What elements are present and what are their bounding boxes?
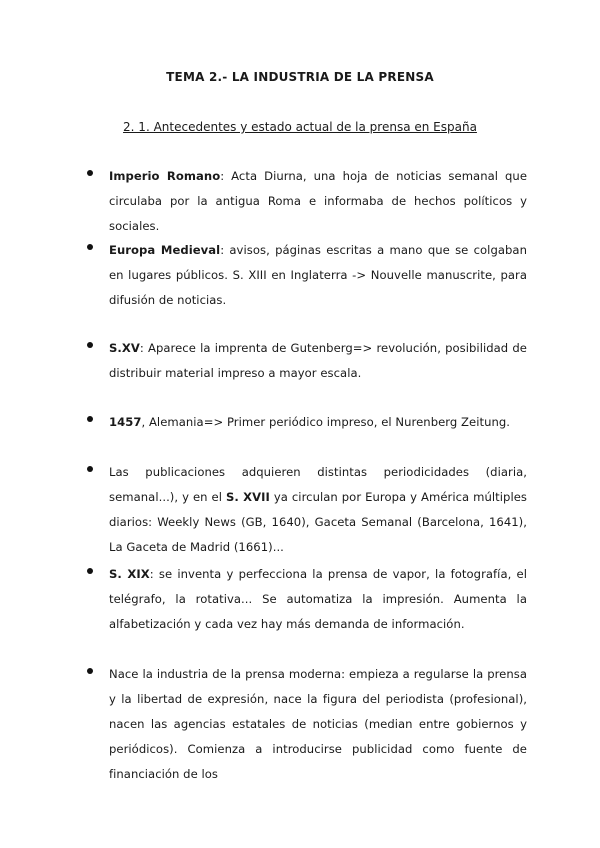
item-heading: S. XIX — [109, 567, 150, 581]
list-item — [87, 336, 527, 386]
list-item — [87, 460, 527, 560]
list-item — [87, 410, 527, 435]
list-item — [87, 662, 527, 787]
page-title: TEMA 2.- LA INDUSTRIA DE LA PRENSA — [166, 70, 434, 84]
item-text: : avisos, páginas escritas a mano que se colgaban en lugares públicos. S. XIII en Inglaterra -> Nouvelle manuscrite, para difusión de noticias. — [109, 243, 527, 307]
item-text: : Aparece la imprenta de Gutenberg=> revolución, posibilidad de distribuir material impreso a mayor escala. — [109, 341, 527, 380]
bullet-icon — [87, 170, 93, 176]
item-text: , Alemania=> Primer periódico impreso, el Nurenberg Zeitung. — [141, 415, 511, 429]
item-text: Nace la industria de la prensa moderna: empieza a regularse la prensa y la libertad de expresión, nace la figura del periodista (profesional), nacen las agencias estatales de noticias (median entre gobiernos y periódicos). Comienza a introducirse publicidad como fuente de financiación de los — [109, 667, 527, 781]
section-subtitle: 2. 1. Antecedentes y estado actual de la prensa en España — [123, 120, 477, 134]
bullet-icon — [87, 568, 93, 574]
bullet-icon — [87, 466, 93, 472]
bullet-icon — [87, 342, 93, 348]
bullet-icon — [87, 668, 93, 674]
item-text: : Acta Diurna, una hoja de noticias semanal que circulaba por la antigua Roma e informaba de hechos políticos y sociales. — [109, 169, 527, 233]
item-heading: 1457 — [109, 415, 142, 429]
item-text: : se inventa y perfecciona la prensa de vapor, la fotografía, el telégrafo, la rotativa... Se automatiza la impresión. Aumenta la alfabetización y cada vez hay más demanda de información. — [109, 567, 527, 631]
bullet-icon — [87, 244, 93, 250]
item-heading: Europa Medieval — [109, 243, 221, 257]
item-heading: S.XV — [109, 341, 140, 355]
item-heading: Imperio Romano — [109, 169, 221, 183]
list-item — [87, 164, 527, 239]
item-text: Las publicaciones adquieren distintas periodicidades (diaria, semanal...), y en el — [109, 465, 527, 504]
bullet-icon — [87, 416, 93, 422]
item-text: ya circulan por Europa y América múltiples diarios: Weekly News (GB, 1640), Gaceta Semanal (Barcelona, 1641), La Gaceta de Madrid (1661)... — [109, 490, 527, 554]
list-item — [87, 238, 527, 313]
list-item — [87, 562, 527, 637]
item-heading: S. XVII — [225, 490, 270, 504]
